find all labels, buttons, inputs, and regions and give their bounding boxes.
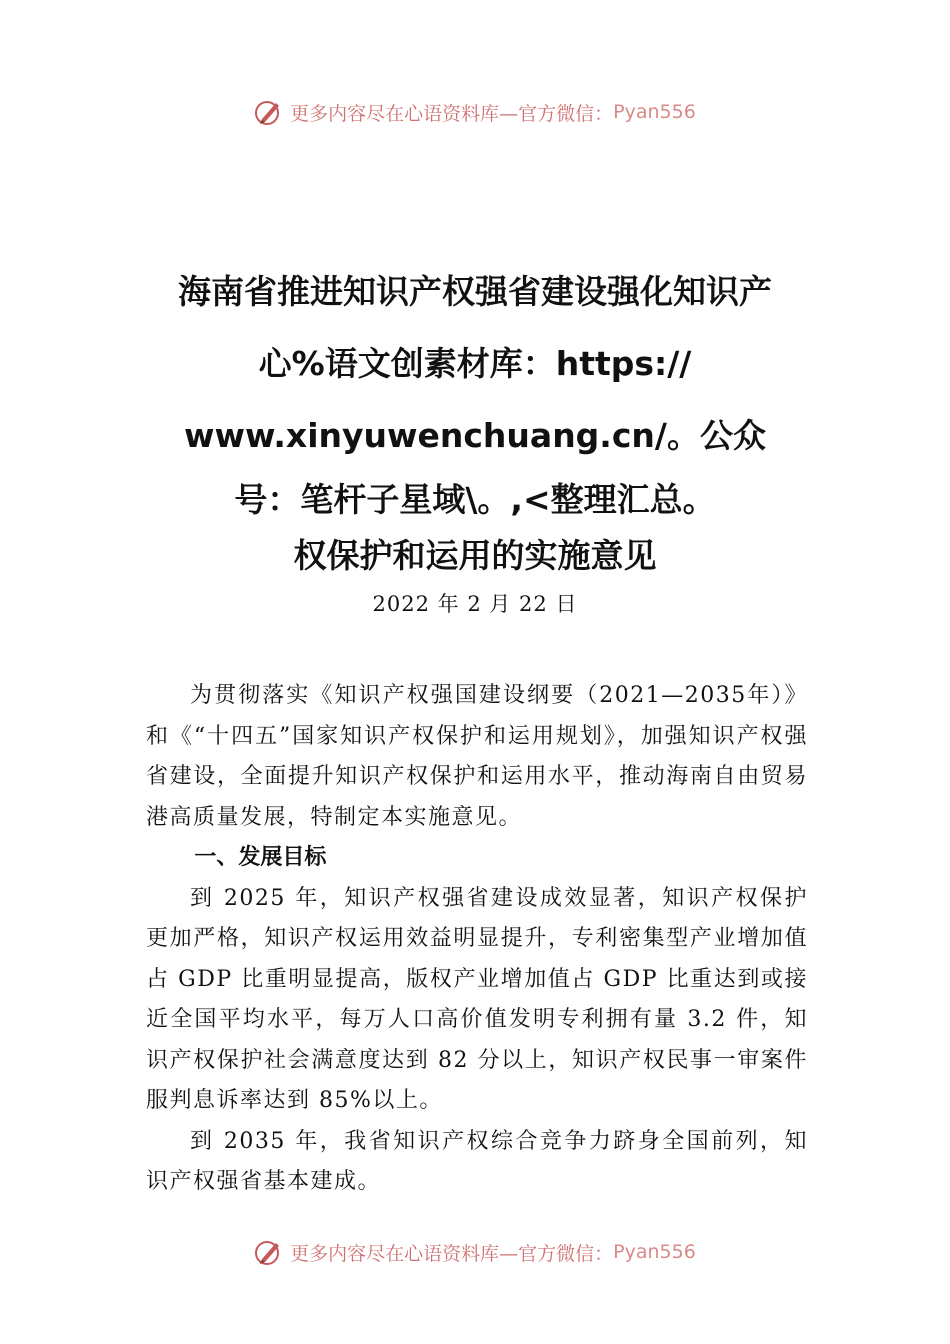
title-line-1: 海南省推进知识产权强省建设强化知识产 xyxy=(178,272,772,311)
document-title xyxy=(0,256,950,584)
title-line-4: 号：笔杆子星域\。,<整理汇总。 xyxy=(234,480,716,519)
banner-prefix-text: 更多内容尽在心语资料库—官方微信： xyxy=(290,1242,614,1265)
header-banner xyxy=(0,94,950,130)
footer-banner xyxy=(0,1234,950,1270)
goal-2035-paragraph: 到 2035 年，我省知识产权综合竞争力跻身全国前列，知识产权强省基本建成。 xyxy=(146,1128,808,1194)
banner-prefix-text: 更多内容尽在心语资料库—官方微信： xyxy=(290,102,614,125)
document-body xyxy=(146,676,808,1203)
pen-logo-icon xyxy=(254,1237,284,1267)
goal-2025-paragraph: 到 2025 年，知识产权强省建设成效显著，知识产权保护更加严格，知识产权运用效益明显提升，专利密集型产业增加值占 GDP 比重明显提高，版权产业增加值占 GDP 比重达到或接近全国平均水平，每万人口高价值发明专利拥有量 3.2 件，知识产权保护社会满意度达到 82 分以上，知识产权民事一审案件服判息诉率达到 85%以上。 xyxy=(146,885,808,1113)
document-date: 2022 年 2 月 22 日 xyxy=(372,592,578,616)
banner-wechat-id: Pyan556 xyxy=(613,101,696,123)
banner-wechat-id: Pyan556 xyxy=(613,1241,696,1263)
title-line-2: 心%语文创素材库：https:// xyxy=(258,344,692,383)
intro-paragraph: 为贯彻落实《知识产权强国建设纲要（2021—2035年）》和《“十四五”国家知识产权保护和运用规划》，加强知识产权强省建设，全面提升知识产权保护和运用水平，推动海南自由贸易港高质量发展，特制定本实施意见。 xyxy=(146,683,808,830)
section-heading-goals: 一、发展目标 xyxy=(194,845,327,870)
title-line-3: www.xinyuwenchuang.cn/。公众 xyxy=(184,416,766,455)
title-line-5: 权保护和运用的实施意见 xyxy=(293,536,657,575)
pen-logo-icon xyxy=(254,97,284,127)
